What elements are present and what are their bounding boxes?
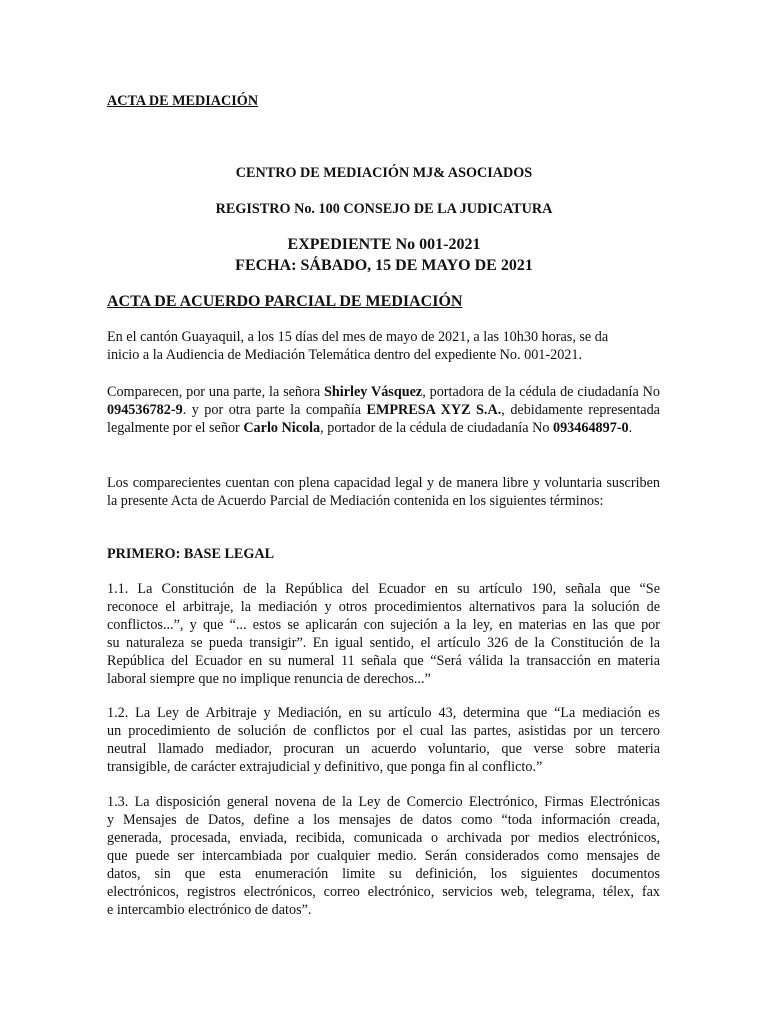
- expediente-line: EXPEDIENTE No 001-2021: [287, 236, 481, 253]
- party1-id: 094536782-9: [107, 402, 183, 418]
- intro-line: inicio a la Audiencia de Mediación Telemática dentro del expediente No. 001-2021.: [107, 347, 583, 363]
- paragraph-line: 1.3. La disposición general novena de la Ley de Comercio Electrónico, Firmas Electrónicas: [107, 794, 660, 810]
- comparecen-text: , portadora de la cédula de ciudadanía No: [422, 384, 660, 400]
- paragraph-line: electrónicos, registros electrónicos, correo electrónico, servicios web, telegrama, télex, fax: [107, 884, 660, 900]
- center-name: CENTRO DE MEDIACIÓN MJ& ASOCIADOS: [235, 165, 533, 181]
- comparecen-text: . y por otra parte la compañía: [182, 402, 367, 418]
- paragraph-1-2: [107, 704, 660, 776]
- fecha-line: FECHA: SÁBADO, 15 DE MAYO DE 2021: [235, 257, 533, 274]
- paragraph-line: generada, procesada, enviada, recibida, comunicada o archivada por medios electrónicos,: [107, 830, 660, 846]
- paragraph-line: 1.1. La Constitución de la República del Ecuador en su artículo 190, señala que “Se: [107, 581, 660, 597]
- registry-line: REGISTRO No. 100 CONSEJO DE LA JUDICATURA: [215, 201, 553, 217]
- comparecen-paragraph: [107, 383, 660, 437]
- section-heading-base-legal: PRIMERO: BASE LEGAL: [107, 546, 275, 562]
- document-title: ACTA DE MEDIACIÓN: [107, 93, 259, 109]
- comparecen-text: Comparecen, por una parte, la señora: [107, 384, 324, 400]
- intro-paragraph: [107, 328, 660, 364]
- representative-id: 093464897-0: [552, 420, 629, 436]
- paragraph-line: conflictos...”, y que “... estos se aplicarán con sujeción a la ley, en materias en las que por: [107, 617, 660, 633]
- paragraph-1-3: [107, 793, 660, 919]
- comparecen-text: , portador de la cédula de ciudadanía No: [320, 420, 553, 436]
- acta-heading: ACTA DE ACUERDO PARCIAL DE MEDIACIÓN: [107, 293, 463, 310]
- paragraph-line: que puede ser intercambiada por cualquier medio. Serán considerados como mensajes de: [107, 848, 660, 864]
- comparecen-text: .: [628, 420, 633, 436]
- paragraph-line: y Mensajes de Datos, define a los mensajes de datos como “toda información creada,: [107, 812, 660, 828]
- company-name: EMPRESA XYZ S.A.: [366, 402, 502, 418]
- paragraph-line: neutral llamado mediador, procuran un acuerdo voluntario, que verse sobre materia: [107, 741, 660, 757]
- paragraph-1-1: [107, 580, 660, 688]
- paragraph-line: laboral siempre que no implique renuncia de derechos...”: [107, 671, 431, 687]
- capacidad-paragraph: Los comparecientes cuentan con plena capacidad legal y de manera libre y voluntaria suscriben la presente Acta de Acuerdo Parcial de Mediación contenida en los siguientes términos:: [107, 475, 660, 509]
- paragraph-line: e intercambio electrónico de datos”.: [107, 902, 312, 918]
- paragraph-line: su naturaleza se pueda transigir”. En igual sentido, el artículo 326 de la Constitución de la: [107, 635, 660, 651]
- comparecen-text: , debidamente representada legalmente por el señor: [107, 402, 660, 436]
- paragraph-line: transigible, de carácter extrajudicial y definitivo, que ponga fin al conflicto.”: [107, 759, 543, 775]
- party1-name: Shirley Vásquez: [324, 384, 423, 400]
- paragraph-line: un procedimiento de solución de conflictos por el cual las partes, asistidas por un tercero: [107, 723, 660, 739]
- paragraph-line: 1.2. La Ley de Arbitraje y Mediación, en su artículo 43, determina que “La mediación es: [107, 705, 660, 721]
- paragraph-line: República del Ecuador en su numeral 11 señala que “Será válida la transacción en materia: [107, 653, 660, 669]
- paragraph-line: datos, sin que esta enumeración limite su definición, los siguientes documentos: [107, 866, 660, 882]
- paragraph-line: reconoce el arbitraje, la mediación y otros procedimientos alternativos para la solución de: [107, 599, 660, 615]
- representative-name: Carlo Nicola: [243, 420, 321, 436]
- intro-line: En el cantón Guayaquil, a los 15 días del mes de mayo de 2021, a las 10h30 horas, se da: [107, 329, 609, 345]
